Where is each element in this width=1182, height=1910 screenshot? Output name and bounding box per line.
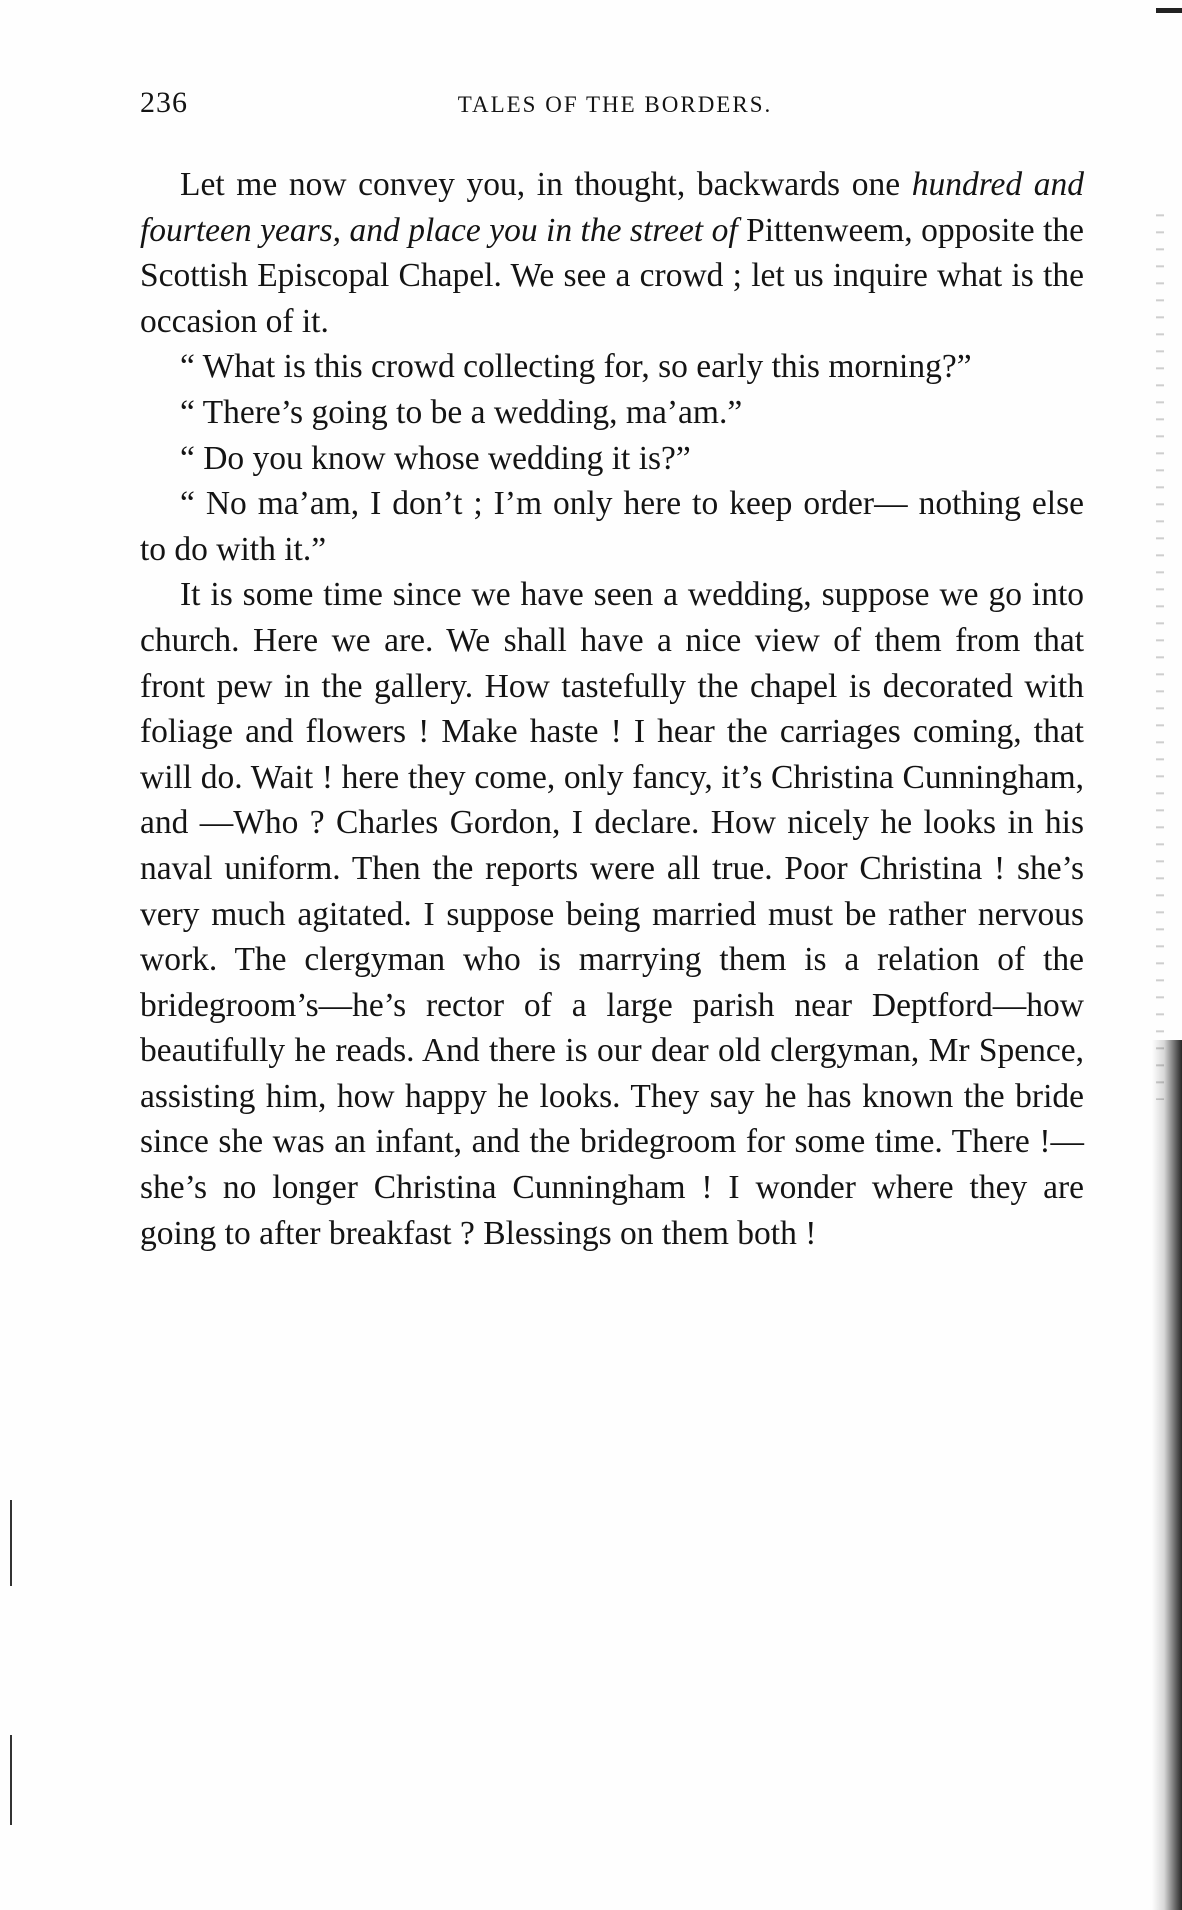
body-text xyxy=(140,162,1084,1256)
paragraph-5: “ No ma’am, I don’t ; I’m only here to keep order— nothing else to do with it.” xyxy=(140,485,1084,568)
paragraph-2: “ What is this crowd collecting for, so early this morning?” xyxy=(180,348,972,386)
running-title: TALES OF THE BORDERS. xyxy=(457,92,773,117)
paragraph-6: It is some time since we have seen a wedding, suppose we go into church. Here we are. We shall have a nice view of them from that front pew in the gallery. How tastefully the chapel is decorated with foliage and flowers ! Make haste ! I hear the carriages coming, that will do. Wait ! here they come, only fancy, it’s Christina Cunningham, and —Who ? Charles Gordon, I declare. How nicely he looks in his naval uniform. Then the reports were all true. Poor Christina ! she’s very much agitated. I suppose being married must be rather nervous work. The clergyman who is marrying them is a relation of the bridegroom’s—he’s rector of a large parish near Deptford—how beautifully he reads. And there is our dear old clergyman, Mr Spence, assisting him, how happy he looks. They say he has known the bride since she was an infant, and the bridegroom for some time. There !—she’s no longer Christina Cunningham ! I wonder where they are going to after breakfast ? Blessings on them both ! xyxy=(140,576,1084,1252)
scan-edge-specks xyxy=(1156,200,1164,1100)
scan-edge-mark xyxy=(1156,8,1182,13)
paragraph-1-italic: hundred and fourteen years, and place you in the street of xyxy=(140,166,1084,249)
paragraph-3: “ There’s going to be a wedding, ma’am.” xyxy=(180,393,743,431)
paragraph-1-end: Pittenweem, opposite the Scottish Episcopal Chapel. We see a crowd ; let us inquire what is the occasion of it. xyxy=(140,211,1084,340)
paragraph-1 xyxy=(140,162,1084,344)
scan-edge-shadow xyxy=(1152,1040,1182,1910)
scan-left-line xyxy=(10,1735,12,1825)
page-header xyxy=(140,86,1090,126)
paragraph-1-start: Let me now convey you, in thought, backwards one xyxy=(180,166,912,203)
scan-left-line xyxy=(10,1500,12,1586)
paragraph-4: “ Do you know whose wedding it is?” xyxy=(180,439,691,477)
page-number: 236 xyxy=(140,86,188,119)
